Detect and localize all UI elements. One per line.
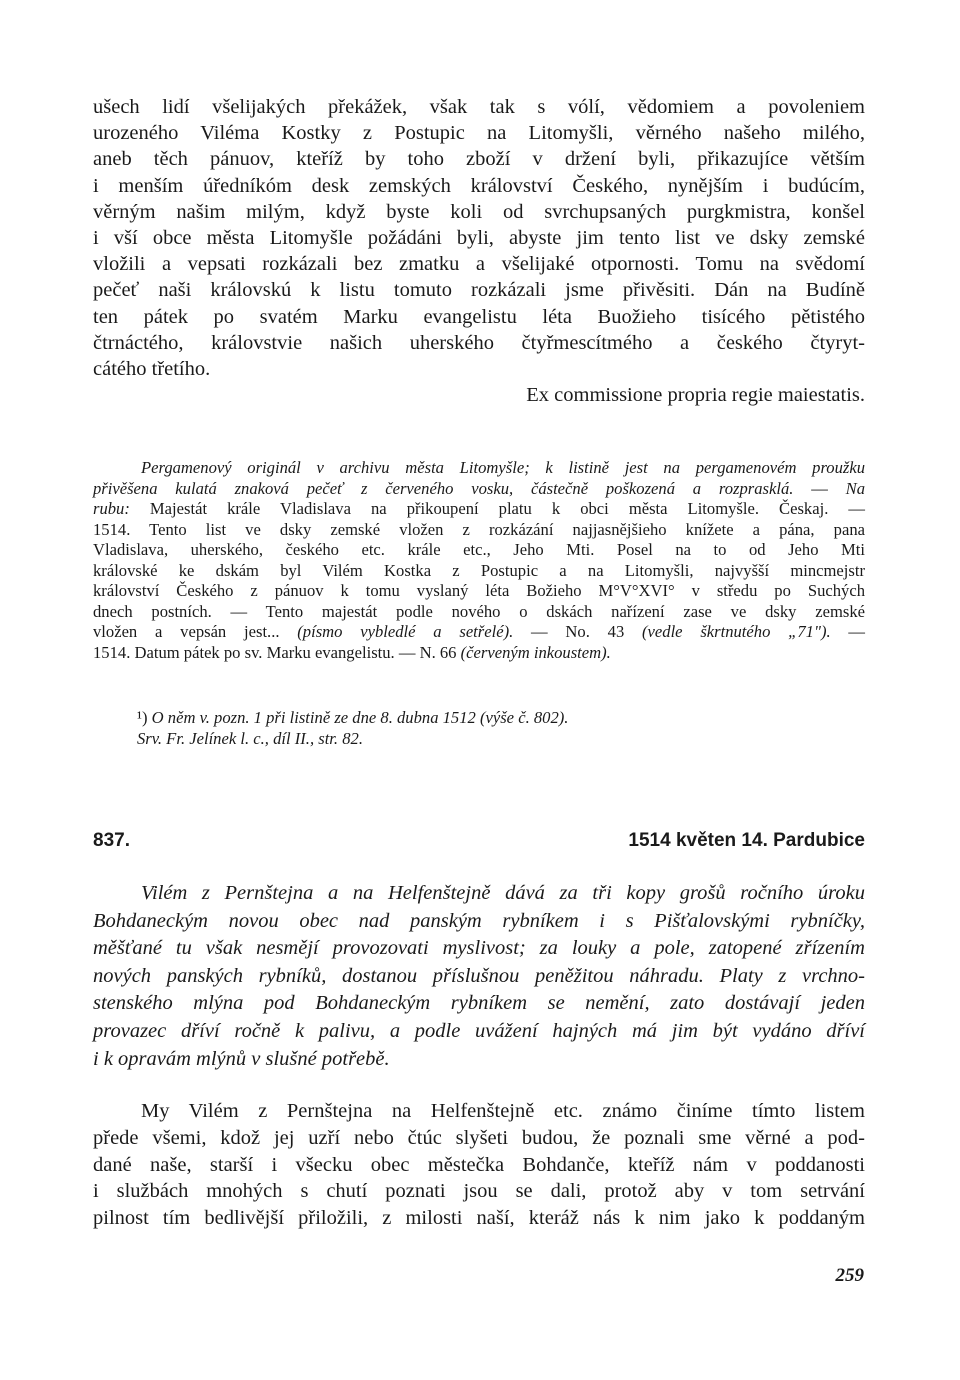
note-line: 1514. Tento list ve dsky zemské vložen z rozkázání najjasnějšieho knížete a pána, pana	[93, 519, 865, 539]
text-line: i vší obce města Litomyšle požádáni byli, abyste jim tento list ve dsky zemské	[93, 227, 865, 250]
text-line: i menším úředníkóm desk zemských království Českého, nynějším i budúcím,	[93, 174, 865, 197]
summary-line: měšťané tu však nesmějí provozovati myslivost; za louky a pole, zatopené zřízením	[93, 937, 865, 960]
entry-date-place: 1514 květen 14. Pardubice	[628, 830, 865, 851]
note-line: přivěšena kulatá znaková pečeť z červeného vosku, částečně poškozená a rozprasklá. — Na	[93, 478, 866, 498]
text-line: aneb těch pánuov, kteříž by toho zboží v držení byli, přikazujíce větším	[93, 148, 865, 171]
text-line: vložili a vepsati rozkázali bez zmatku a všelijaké otpornosti. Tomu na svědomí	[93, 253, 865, 276]
text-line: pilnost tím bedlivější přiložili, z milosti naší, kteráž nás k nim jako k poddaným	[93, 1207, 865, 1230]
text-line: dané naše, starší i všecku obec městečka Bohdanče, kteříž nám v poddanosti	[93, 1153, 865, 1176]
text-line: přede všemi, kdož jej uzří nebo čtúc slyšeti budou, že poznali sme věrné a pod-	[93, 1126, 865, 1149]
text-line: pečeť naši královskú k listu tomuto rozkázali jsme přivěsiti. Dán na Budíně	[93, 279, 865, 302]
note-line: rubu: Majestát krále Vladislava na přikoupení platu k obci města Litomyšle. Českaj. —	[93, 499, 865, 518]
note-line: Vladislava, uherského, českého etc. krále etc., Jeho Mti. Posel na to od Jeho Mti	[93, 540, 865, 559]
summary-line: stenského mlýna pod Bohdaneckým rybníkem se nemění, zato dostávají jeden	[93, 992, 865, 1015]
text-line: urozeného Viléma Kostky z Postupic na Litomyšli, věrného našeho milého,	[93, 122, 865, 145]
note-line: vložen a vepsán jest... (písmo vybledlé a setřelé). — No. 43 (vedle škrtnutého „71"). —	[93, 622, 865, 641]
note-line: 1514. Datum pátek po sv. Marku evangelistu. — N. 66 (červeným inkoustem).	[93, 642, 611, 662]
summary-line: Vilém z Pernštejna a na Helfenštejně dává za tři kopy grošů ročního úroku	[141, 882, 865, 904]
text-line: cátého třetího.	[93, 358, 211, 381]
page-number: 259	[835, 1265, 864, 1286]
note-line: královské ke dskám byl Vilém Kostka z Postupic a na Litomyšli, najvyšší mincmejstr	[93, 560, 865, 580]
summary-line: Bohdaneckým novou obec nad panským rybníkem i s Pišťalovskými rybníčky,	[93, 909, 865, 932]
note-line: Pergamenový originál v archivu města Litomyšle; k listině jest na pergamenovém proužku	[141, 458, 865, 477]
text-line: i službách mnohých s chutí poznati jsou se dali, protož aby v tom setrvání	[93, 1180, 865, 1203]
charter-text	[93, 1098, 865, 1232]
footnote-line: ¹) O něm v. pozn. 1 při listině ze dne 8. dubna 1512 (výše č. 802).	[137, 708, 569, 727]
entry-header	[93, 830, 865, 854]
text-line: ten pátek po svatém Marku evangelistu léta Buožieho tisícého pětistého	[93, 305, 865, 328]
text-line: My Vilém z Pernštejna na Helfenštejně etc. známo činíme tímto listem	[141, 1100, 865, 1122]
summary-line: provazec dříví ročně k palivu, a podle uvážení hajných má jim být vydáno dříví	[93, 1019, 865, 1042]
note-line: království Českého z pánuov k tomu vyslaný léta Božieho M°V°XVI° v středu po Suchých	[93, 581, 865, 600]
charter-text-continuation	[93, 94, 865, 408]
footnote	[93, 708, 865, 749]
note-line: dnech postních. — Tento majestát podle nového o dskách nařízení zase ve dsky zemské	[93, 601, 865, 621]
text-line: ušech lidí všelijakých překážek, však tak s vólí, vědomiem a povoleniem	[93, 96, 865, 118]
footnote-marker: ¹)	[137, 708, 148, 727]
signature-line: Ex commissione propria regie maiestatis.	[526, 384, 865, 407]
entry-number: 837.	[93, 830, 130, 851]
text-line: čtrnáctého, královstvie našich uherského čtyřmescítmého a českého čtyryt-	[93, 331, 865, 354]
text-line: věrným našim milým, když byste koli od svrchupsaných purgkmistra, konšel	[93, 200, 865, 223]
entry-summary	[93, 880, 865, 1073]
summary-line: nových panských rybníků, dostanou příslušnou peněžitou náhradu. Platy z vrchno-	[93, 964, 865, 987]
summary-line: i k opravám mlýnů v slušné potřebě.	[93, 1047, 390, 1070]
archival-note	[93, 458, 865, 663]
footnote-line: Srv. Fr. Jelínek l. c., díl II., str. 82.	[137, 728, 363, 748]
